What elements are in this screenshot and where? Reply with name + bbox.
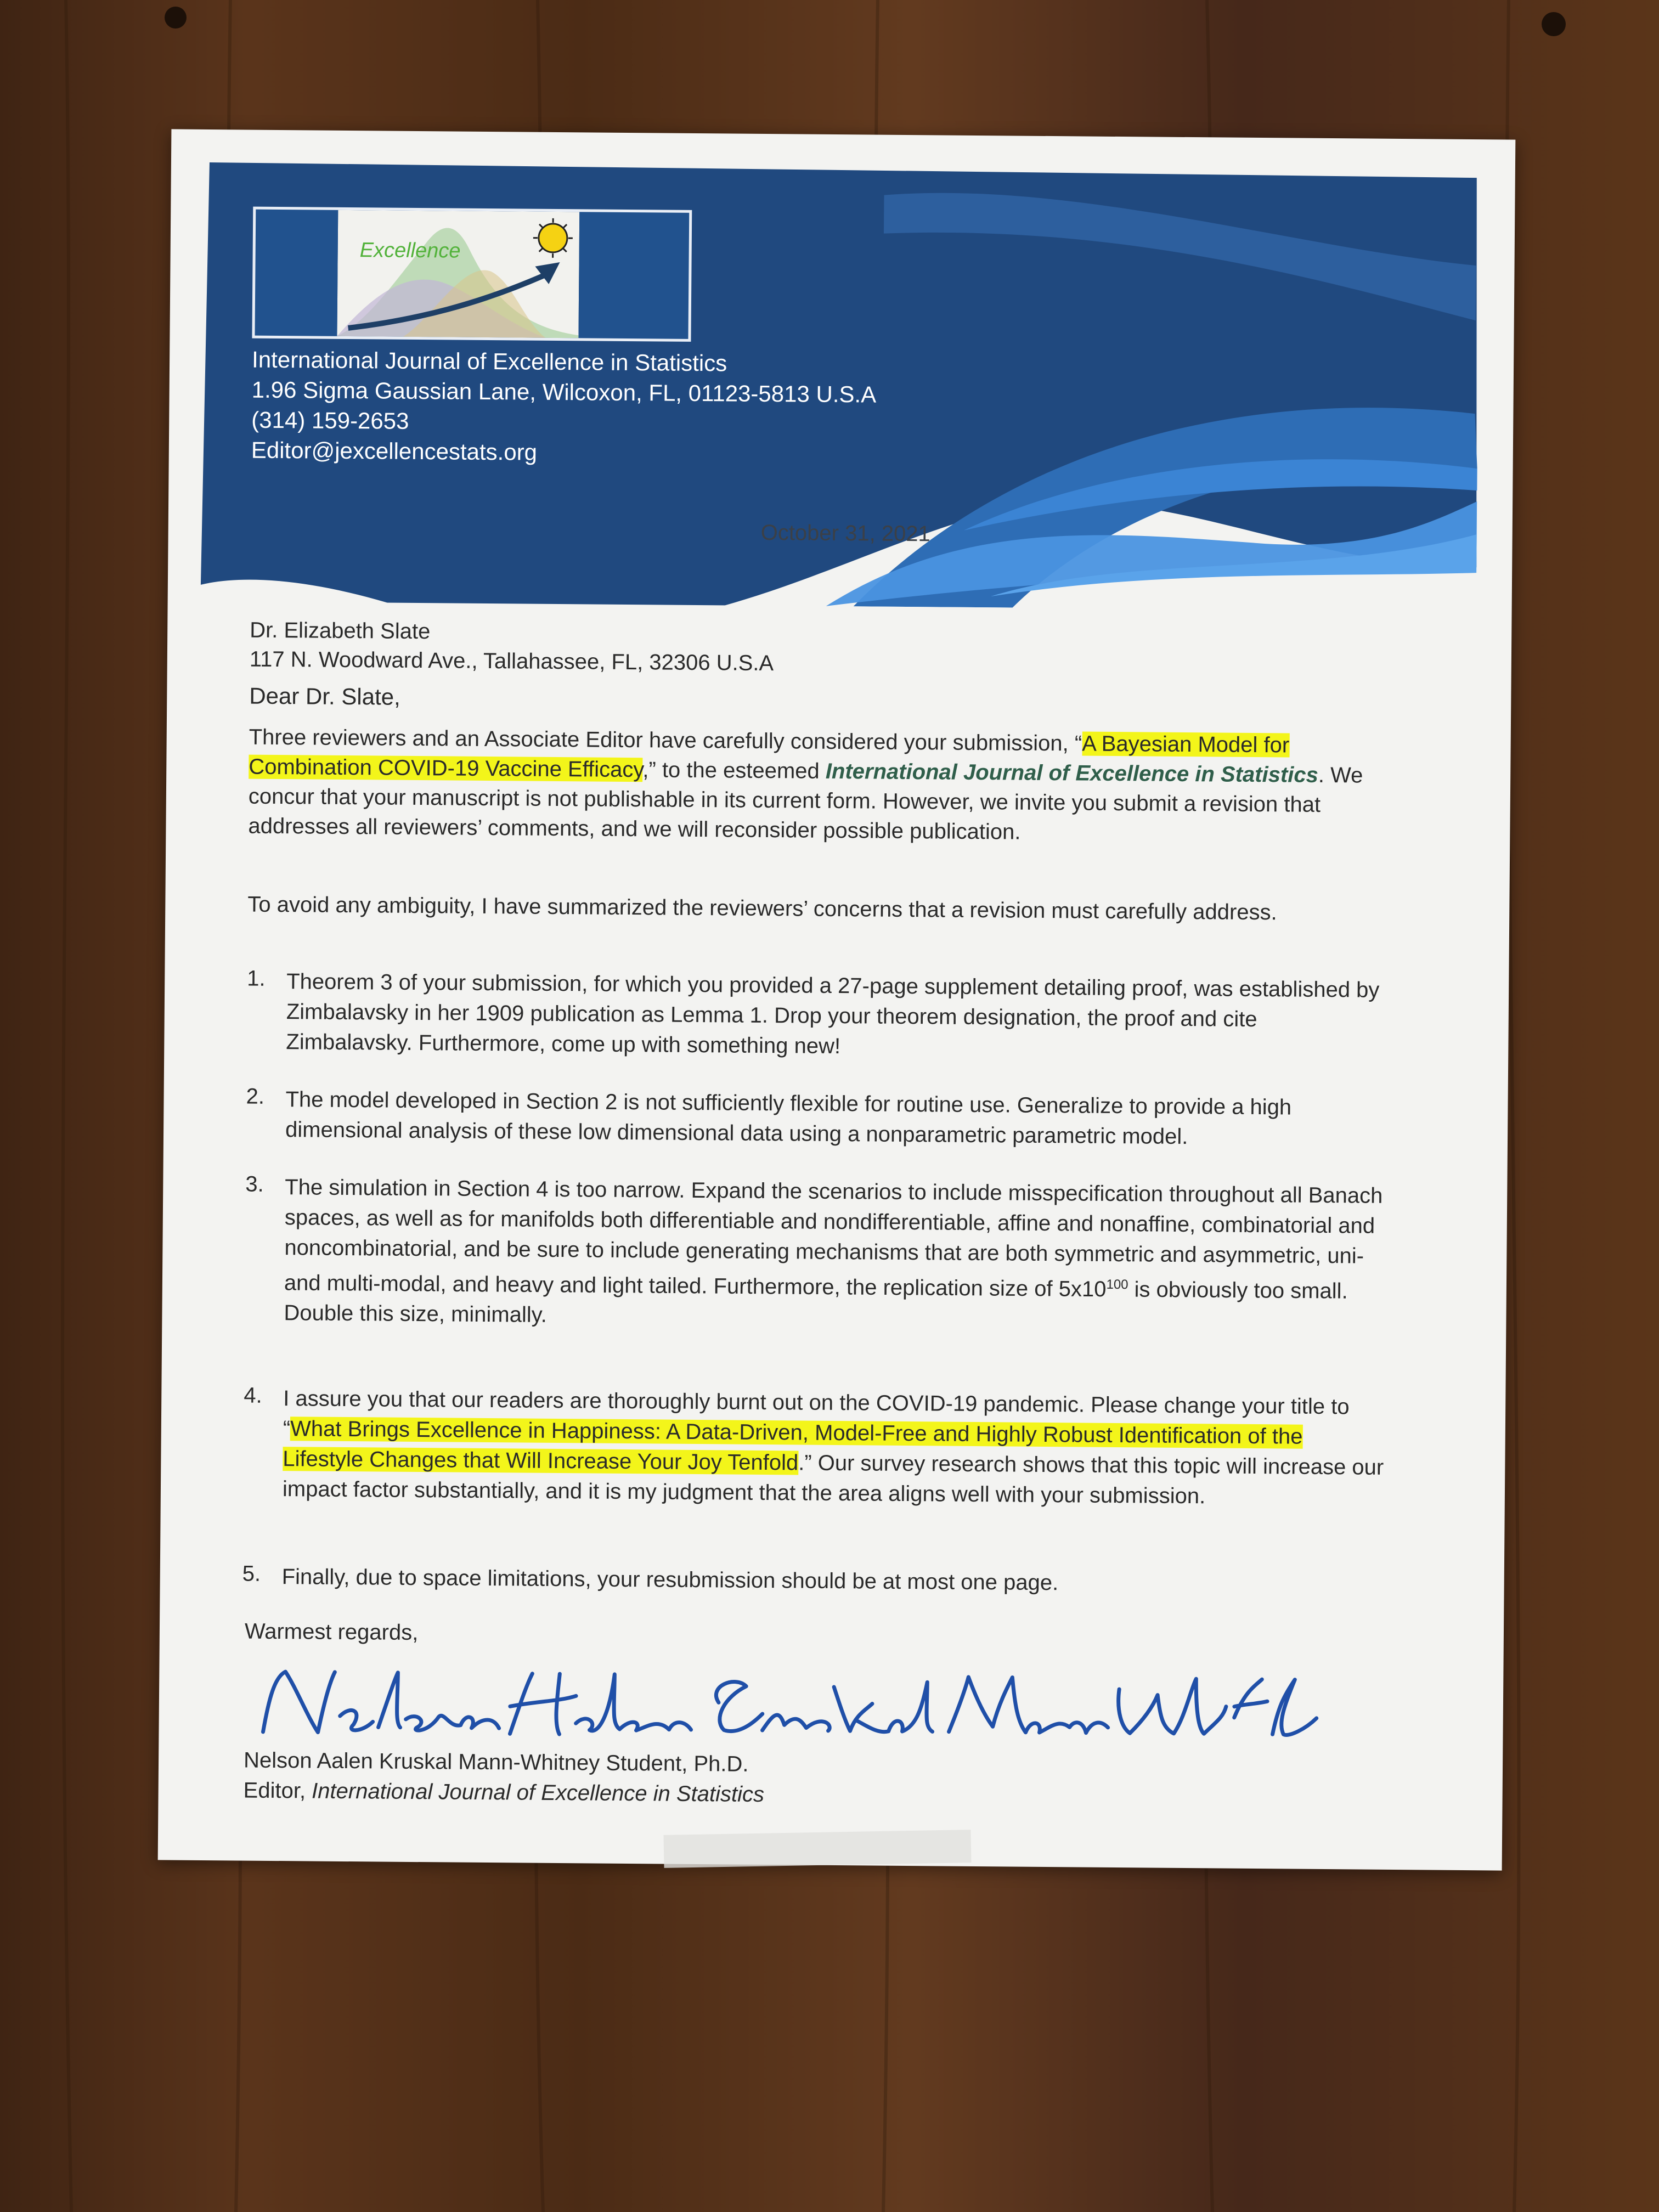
letter-page bbox=[158, 129, 1516, 1870]
journal-address: 1.96 Sigma Gaussian Lane, Wilcoxon, FL, 01123-5813 U.S.A bbox=[251, 376, 877, 408]
logo-word: Excellence bbox=[359, 239, 461, 263]
intro-text-mid: ,” to the esteemed bbox=[642, 758, 826, 783]
list-item-3-text: The simulation in Section 4 is too narrow. Expand the scenarios to include misspecification throughout all Banach spaces, as well as for manifolds both differentiable and nondifferentiable, affine and nonaffine, combinatorial and noncombinatorial, and be sure to include generating mechanisms that are both symmetric and asymmetric, uni- and multi-modal, and heavy and light tailed. Furthermore, the replication size of 5x10 bbox=[284, 1175, 1383, 1302]
table-hole bbox=[1542, 12, 1566, 36]
signer-title-prefix: Editor, bbox=[243, 1778, 312, 1803]
bell-curve-icon bbox=[337, 210, 579, 338]
closing: Warmest regards, bbox=[244, 1619, 419, 1645]
list-number: 1. bbox=[247, 966, 266, 991]
list-number: 5. bbox=[242, 1561, 261, 1586]
list-item-3 bbox=[284, 1172, 1387, 1337]
list-item-1: Theorem 3 of your submission, for which you provided a 27-page supplement detailing proof, was established by Zimbalavsky in her 1909 publication as Lemma 1. Drop your theorem designation, the proof and cite Zimbalavsky. Furthermore, come up with something new! bbox=[286, 969, 1380, 1059]
tape-strip bbox=[664, 1830, 972, 1868]
list-number: 2. bbox=[246, 1084, 265, 1109]
letter-date: October 31, 2021 bbox=[760, 520, 930, 546]
journal-phone: (314) 159-2653 bbox=[251, 407, 409, 434]
paragraph-summary: To avoid any ambiguity, I have summarized the reviewers’ concerns that a revision must carefully address. bbox=[247, 892, 1277, 925]
submission-title-highlight: A Bayesian Model for Combination COVID-19 Vaccine Efficacy bbox=[249, 731, 1290, 782]
list-number: 4. bbox=[244, 1383, 262, 1408]
new-title-highlight: What Brings Excellence in Happiness: A Data-Driven, Model-Free and Highly Robust Identification of the Lifestyle Changes that Will Increase Your Joy Tenfold bbox=[283, 1417, 1303, 1475]
exponent: 100 bbox=[1106, 1277, 1128, 1293]
journal-name: International Journal of Excellence in Statistics bbox=[251, 346, 727, 376]
list-item-5: Finally, due to space limitations, your resubmission should be at most one page. bbox=[281, 1565, 1059, 1595]
list-item-4-text: I assure you that our readers are thoroughly burnt out on the COVID-19 pandemic. Please change your title to “ bbox=[283, 1386, 1350, 1441]
intro-text: Three reviewers and an Associate Editor have carefully considered your submission, “ bbox=[249, 725, 1082, 756]
list-item-4 bbox=[283, 1384, 1386, 1513]
intro-text-post: . We concur that your manuscript is not publishable in its current form. However, we invite you submit a revision that addresses all reviewers’ comments, and we will reconsider possible publication. bbox=[248, 763, 1363, 844]
signer-title bbox=[243, 1776, 764, 1809]
handwritten-signature bbox=[252, 1650, 1322, 1762]
journal-logo bbox=[252, 207, 692, 342]
list-item-2: The model developed in Section 2 is not sufficiently flexible for routine use. Generalize to provide a high dimensional analysis of these low dimensional data using a nonparametric parametric model. bbox=[285, 1087, 1292, 1149]
recipient-address: 117 N. Woodward Ave., Tallahassee, FL, 32306 U.S.A bbox=[249, 647, 774, 676]
signer-name: Nelson Aalen Kruskal Mann-Whitney Student, Ph.D. bbox=[243, 1748, 749, 1776]
list-number: 3. bbox=[245, 1172, 264, 1197]
journal-name-italic: International Journal of Excellence in Statistics bbox=[825, 759, 1319, 787]
list-item-4-text-post: .” Our survey research shows that this topic will increase our impact factor substantially, and it is my judgment that the area aligns well with your submission. bbox=[282, 1451, 1384, 1509]
salutation: Dear Dr. Slate, bbox=[249, 682, 400, 710]
table-hole bbox=[165, 7, 187, 29]
paragraph-intro bbox=[248, 723, 1385, 850]
list-item-3-text-post: is obviously too small. Double this size, minimally. bbox=[284, 1277, 1348, 1328]
recipient-name: Dr. Elizabeth Slate bbox=[250, 618, 431, 644]
signer-journal: International Journal of Excellence in Statistics bbox=[311, 1779, 765, 1807]
journal-email: Editor@jexcellencestats.org bbox=[251, 437, 538, 465]
